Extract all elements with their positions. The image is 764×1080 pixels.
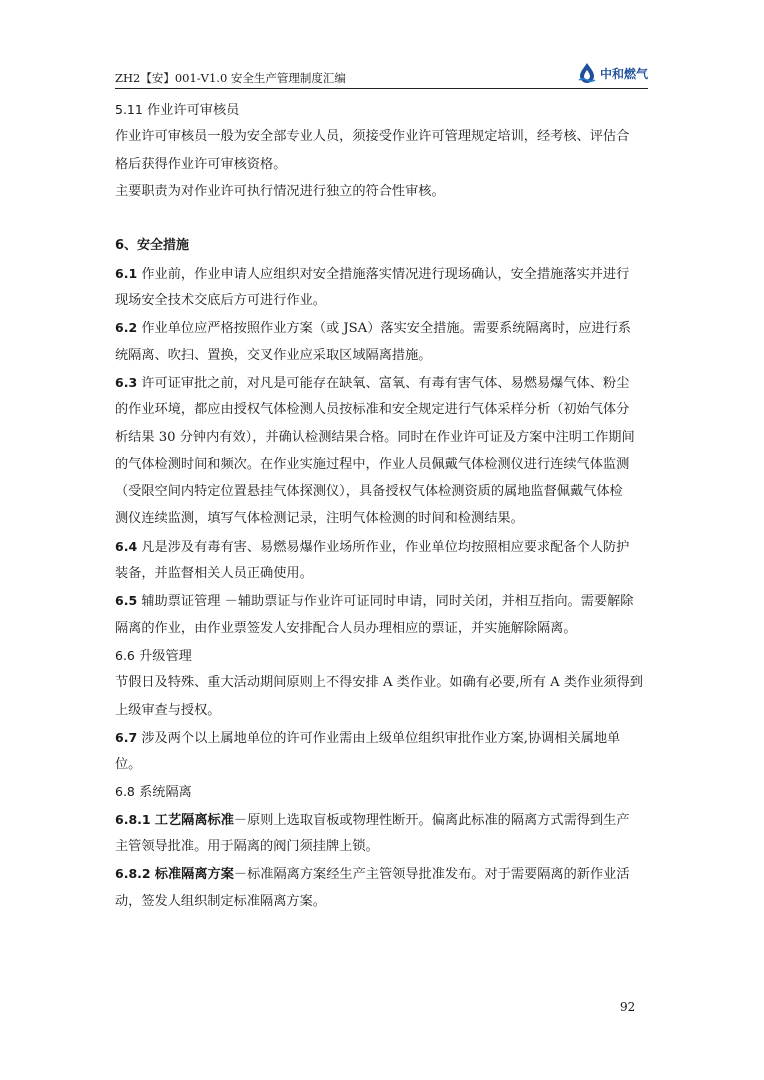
clause-line — [115, 314, 648, 341]
text-line — [115, 151, 648, 178]
line-text: 系统隔离 — [139, 785, 192, 801]
line-text: 主管领导批准。用于隔离的阀门须挂牌上锁。 — [115, 839, 379, 855]
text-line — [115, 697, 648, 724]
clause-line — [115, 260, 648, 287]
text-line — [115, 178, 648, 205]
page-header — [115, 60, 648, 89]
clause-line — [115, 806, 648, 833]
company-logo — [576, 62, 648, 84]
section-heading — [115, 232, 648, 259]
clause-number: 6.7 — [115, 729, 138, 745]
text-line — [115, 669, 648, 696]
line-text: 格后获得作业许可审核资格。 — [115, 156, 287, 172]
line-text: 测仪连续监测，填写气体检测记录，注明气体检测的时间和检测结果。 — [115, 511, 524, 527]
flame-drop-icon — [576, 62, 598, 84]
clause-line — [115, 724, 648, 751]
line-text: 许可证审批之前，对凡是可能存在缺氧、富氧、有毒有害气体、易燃易爆气体、粉尘 — [141, 375, 630, 391]
text-line — [115, 833, 648, 860]
document-body — [115, 96, 648, 915]
section-heading-text: 6、安全措施 — [115, 238, 190, 254]
text-line — [115, 424, 648, 451]
line-text: 装备，并监督相关人员正确使用。 — [115, 566, 313, 582]
header-title: ZH2【安】001-V1.0 安全生产管理制度汇编 — [115, 71, 346, 85]
clause-number: 6.1 — [115, 265, 138, 281]
clause-line — [115, 96, 648, 123]
text-line — [115, 560, 648, 587]
line-text: 作业许可审核员一般为安全部专业人员，须接受作业许可管理规定培训，经考核、评估合 — [115, 129, 630, 145]
clause-number: 6.3 — [115, 374, 138, 390]
line-text: 的气体检测时间和频次。在作业实施过程中，作业人员佩戴气体检测仪进行连续气体监测 — [115, 456, 630, 472]
text-line — [115, 342, 648, 369]
clause-number: 6.8.1 — [115, 811, 151, 827]
text-line — [115, 615, 648, 642]
clause-number: 6.8.2 — [115, 866, 151, 882]
clause-number: 5.11 — [115, 102, 143, 117]
clause-number: 6.8 — [115, 784, 135, 800]
clause-title: 标准隔离方案 — [154, 867, 234, 883]
paragraph-gap — [115, 205, 648, 232]
line-text: （受限空间内特定位置悬挂气体探测仪），具备授权气体检测资质的属地监督佩戴气体检 — [115, 484, 623, 500]
line-text: 的作业环境，都应由授权气体检测人员按标准和安全规定进行气体采样分析（初始气体分 — [115, 402, 630, 418]
clause-line — [115, 860, 648, 887]
line-text: 升级管理 — [139, 648, 192, 664]
line-text: 现场安全技术交底后方可进行作业。 — [115, 293, 326, 309]
text-line — [115, 751, 648, 778]
line-text: 析结果 30 分钟内有效），并确认检测结果合格。同时在作业许可证及方案中注明工作期间 — [115, 429, 635, 445]
clause-line — [115, 587, 648, 614]
text-line — [115, 123, 648, 150]
line-text: 位。 — [115, 757, 142, 773]
clause-title: 工艺隔离标准 — [154, 812, 234, 828]
clause-line — [115, 533, 648, 560]
logo-text: 中和燃气 — [599, 66, 648, 81]
clause-line — [115, 642, 648, 669]
line-text: 凡是涉及有毒有害、易燃易爆作业场所作业，作业单位均按照相应要求配备个人防护 — [141, 539, 630, 555]
text-line — [115, 451, 648, 478]
text-line — [115, 396, 648, 423]
line-text: 辅助票证管理 －辅助票证与作业许可证同时申请，同时关闭，并相互指向。需要解除 — [141, 594, 634, 610]
text-line — [115, 505, 648, 532]
text-line — [115, 478, 648, 505]
line-text: 上级审查与授权。 — [115, 702, 221, 718]
clause-number: 6.4 — [115, 538, 138, 554]
line-text: 节假日及特殊、重大活动期间原则上不得安排 A 类作业。如确有必要,所有 A 类作业须得到 — [115, 675, 643, 691]
text-line — [115, 888, 648, 915]
page-number: 92 — [620, 1000, 636, 1014]
line-text: 作业前，作业申请人应组织对安全措施落实情况进行现场确认，安全措施落实并进行 — [141, 266, 630, 282]
line-text: －原则上选取盲板或物理性断开。偏离此标准的隔离方式需得到生产 — [233, 812, 630, 828]
clause-line — [115, 778, 648, 805]
line-text: 主要职责为对作业许可执行情况进行独立的符合性审核。 — [115, 183, 445, 199]
line-text: 涉及两个以上属地单位的许可作业需由上级单位组织审批作业方案,协调相关属地单 — [141, 730, 621, 746]
line-text: －标准隔离方案经生产主管领导批准发布。对于需要隔离的新作业活 — [233, 867, 630, 883]
line-text: 作业单位应严格按照作业方案（或 JSA）落实安全措施。需要系统隔离时，应进行系 — [141, 321, 631, 337]
clause-line — [115, 369, 648, 396]
line-text: 作业许可审核员 — [147, 103, 240, 118]
line-text: 统隔离、吹扫、置换，交叉作业应采取区域隔离措施。 — [115, 347, 432, 363]
clause-number: 6.6 — [115, 647, 135, 663]
clause-number: 6.2 — [115, 320, 138, 336]
text-line — [115, 287, 648, 314]
line-text: 动，签发人组织制定标准隔离方案。 — [115, 893, 326, 909]
line-text: 隔离的作业，由作业票签发人安排配合人员办理相应的票证，并实施解除隔离。 — [115, 620, 577, 636]
clause-number: 6.5 — [115, 593, 138, 609]
